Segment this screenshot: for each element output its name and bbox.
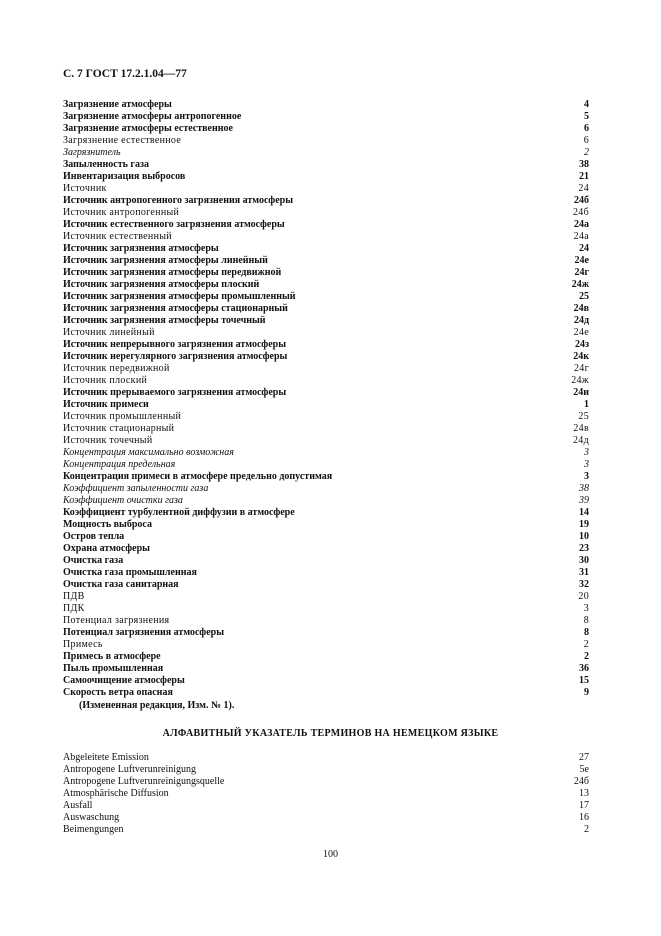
index-row [63, 327, 589, 339]
index-number: 9 [584, 687, 589, 698]
index-term: Источник загрязнения атмосферы передвижной [63, 267, 282, 278]
index-number: 3 [584, 471, 589, 482]
index-term: Источник примеси [63, 399, 149, 410]
index-row [63, 435, 589, 447]
index-term: Примесь [63, 639, 103, 650]
index-row [63, 387, 589, 399]
index-term: Источник стационарный [63, 423, 175, 434]
index-row [63, 687, 589, 699]
index-number: 3 [584, 447, 589, 458]
index-row [63, 800, 589, 812]
index-number: 23 [579, 543, 589, 554]
index-term: Источник загрязнения атмосферы линейный [63, 255, 268, 266]
page-header: С. 7 ГОСТ 17.2.1.04—77 [63, 68, 187, 80]
index-term: Концентрация максимально возможная [63, 447, 234, 458]
index-number: 2 [584, 824, 589, 835]
index-number: 24ж [571, 279, 589, 290]
index-term: Antropogene Luftverunreinigungsquelle [63, 776, 225, 787]
index-term: Самоочищение атмосферы [63, 675, 185, 686]
index-term: Источник непрерывного загрязнения атмосферы [63, 339, 286, 350]
index-number: 30 [579, 555, 589, 566]
index-number: 24а [573, 231, 589, 242]
index-row [63, 423, 589, 435]
index-term: Потенциал загрязнения атмосферы [63, 627, 225, 638]
index-term: Источник нерегулярного загрязнения атмосферы [63, 351, 288, 362]
index-term: ПДВ [63, 591, 85, 602]
german-term-index [63, 752, 589, 836]
index-number: 24б [574, 195, 589, 206]
index-number: 4 [584, 99, 589, 110]
index-number: 24з [574, 339, 589, 350]
index-number: 17 [579, 800, 589, 811]
index-term: Запыленность газа [63, 159, 149, 170]
index-number: 3 [584, 459, 589, 470]
index-term: Загрязнение естественное [63, 135, 182, 146]
index-number: 2 [584, 147, 589, 158]
index-row [63, 519, 589, 531]
index-term: Очистка газа санитарная [63, 579, 179, 590]
index-row [63, 579, 589, 591]
index-term: Источник плоский [63, 375, 148, 386]
index-term: Загрязнение атмосферы антропогенное [63, 111, 242, 122]
index-term: Охрана атмосферы [63, 543, 150, 554]
index-number: 39 [579, 495, 589, 506]
index-term: Коэффициент турбулентной диффузии в атмосфере [63, 507, 295, 518]
index-term: Источник антропогенный [63, 207, 180, 218]
index-row [63, 375, 589, 387]
index-number: 21 [579, 171, 589, 182]
index-row [63, 351, 589, 363]
index-number: 24и [573, 387, 589, 398]
index-row [63, 603, 589, 615]
index-row [63, 291, 589, 303]
index-term: Abgeleitete Emission [63, 752, 149, 763]
index-term: Пыль промышленная [63, 663, 164, 674]
index-row [63, 147, 589, 159]
index-number: 24 [579, 243, 589, 254]
index-number: 24г [573, 363, 589, 374]
index-number: 38 [579, 159, 589, 170]
index-row [63, 219, 589, 231]
index-row [63, 567, 589, 579]
index-number: 8 [583, 615, 589, 626]
index-term: Источник загрязнения атмосферы плоский [63, 279, 260, 290]
index-row [63, 411, 589, 423]
index-number: 8 [584, 627, 589, 638]
index-number: 24д [573, 315, 589, 326]
index-number: 24д [573, 435, 589, 446]
index-term: Источник промышленный [63, 411, 182, 422]
index-row [63, 123, 589, 135]
index-number: 25 [579, 291, 589, 302]
index-number: 5 [584, 111, 589, 122]
index-number: 27 [579, 752, 589, 763]
index-row [63, 651, 589, 663]
index-row [63, 627, 589, 639]
index-row [63, 812, 589, 824]
index-number: 38 [579, 483, 589, 494]
index-term: Очистка газа [63, 555, 124, 566]
index-row [63, 555, 589, 567]
index-term: Мощность выброса [63, 519, 152, 530]
index-number: 24б [573, 207, 589, 218]
index-number: 24е [574, 255, 589, 266]
index-row [63, 447, 589, 459]
index-row [63, 776, 589, 788]
index-number: 24а [574, 219, 589, 230]
index-term: Auswaschung [63, 812, 120, 823]
index-row [63, 591, 589, 603]
index-term: Источник загрязнения атмосферы точечный [63, 315, 266, 326]
index-row [63, 159, 589, 171]
index-number: 6 [584, 123, 589, 134]
index-term: Источник точечный [63, 435, 153, 446]
index-row [63, 471, 589, 483]
index-term: Загрязнение атмосферы [63, 99, 172, 110]
index-number: 24к [573, 351, 589, 362]
index-number: 13 [579, 788, 589, 799]
index-row [63, 231, 589, 243]
index-row [63, 171, 589, 183]
index-row [63, 483, 589, 495]
index-term: Источник естественный [63, 231, 172, 242]
index-term: Источник антропогенного загрязнения атмосферы [63, 195, 293, 206]
index-row [63, 752, 589, 764]
index-row [63, 399, 589, 411]
german-index-title: АЛФАВИТНЫЙ УКАЗАТЕЛЬ ТЕРМИНОВ НА НЕМЕЦКОМ ЯЗЫКЕ [162, 728, 499, 739]
index-term: Коэффициент запыленности газа [63, 483, 209, 494]
index-term: Atmosphärische Diffusion [63, 788, 169, 799]
index-row [63, 243, 589, 255]
index-row [63, 639, 589, 651]
index-term: Источник естественного загрязнения атмосферы [63, 219, 285, 230]
index-number: 2 [583, 639, 589, 650]
revision-note: (Измененная редакция, Изм. № 1). [79, 700, 235, 711]
page-number: 100 [323, 849, 338, 860]
index-row [63, 495, 589, 507]
index-number: 16 [579, 812, 589, 823]
index-row [63, 615, 589, 627]
index-term: Источник загрязнения атмосферы стационарный [63, 303, 288, 314]
index-term: Источник [63, 183, 107, 194]
index-row [63, 507, 589, 519]
index-number: 5е [579, 764, 589, 775]
index-row [63, 675, 589, 687]
index-row [63, 267, 589, 279]
index-row [63, 531, 589, 543]
index-number: 24 [578, 183, 589, 194]
index-row [63, 459, 589, 471]
index-row [63, 788, 589, 800]
index-row [63, 543, 589, 555]
index-row [63, 363, 589, 375]
index-row [63, 279, 589, 291]
russian-term-index [63, 99, 589, 712]
index-number: 3 [583, 603, 589, 614]
index-term: Ausfall [63, 800, 93, 811]
index-number: 10 [579, 531, 589, 542]
index-term: Загрязнение атмосферы естественное [63, 123, 233, 134]
index-term: Источник линейный [63, 327, 155, 338]
index-term: Концентрация примеси в атмосфере предельно допустимая [63, 471, 333, 482]
index-number: 25 [578, 411, 589, 422]
index-row [63, 207, 589, 219]
index-term: Источник загрязнения атмосферы [63, 243, 219, 254]
index-row [63, 183, 589, 195]
index-term: Antropogene Luftverunreinigung [63, 764, 197, 775]
index-row [63, 255, 589, 267]
index-term: Источник прерываемого загрязнения атмосферы [63, 387, 287, 398]
index-number: 24в [573, 303, 589, 314]
index-number: 6 [583, 135, 589, 146]
index-number: 36 [579, 663, 589, 674]
index-term: Скорость ветра опасная [63, 687, 173, 698]
index-number: 14 [579, 507, 589, 518]
index-term: Источник передвижной [63, 363, 170, 374]
index-row [63, 303, 589, 315]
index-number: 1 [584, 399, 589, 410]
index-term: Примесь в атмосфере [63, 651, 161, 662]
index-number: 24ж [571, 375, 589, 386]
index-term: Коэффициент очистки газа [63, 495, 183, 506]
index-term: Очистка газа промышленная [63, 567, 197, 578]
index-row [63, 135, 589, 147]
index-number: 32 [579, 579, 589, 590]
index-term: Концентрация предельная [63, 459, 176, 470]
index-number: 19 [579, 519, 589, 530]
index-row [63, 663, 589, 675]
index-row [63, 764, 589, 776]
index-number: 31 [579, 567, 589, 578]
index-number: 24в [573, 423, 589, 434]
index-term: Остров тепла [63, 531, 125, 542]
index-row [63, 99, 589, 111]
index-number: 24б [573, 776, 589, 787]
index-term: Инвентаризация выбросов [63, 171, 186, 182]
index-number: 20 [578, 591, 589, 602]
index-row [63, 824, 589, 836]
index-row [63, 315, 589, 327]
index-number: 2 [584, 651, 589, 662]
index-term: Beimengungen [63, 824, 124, 835]
index-row [63, 339, 589, 351]
index-row [63, 111, 589, 123]
index-term: Загрязнитель [63, 147, 121, 158]
index-number: 15 [579, 675, 589, 686]
index-number: 24е [573, 327, 589, 338]
index-number: 24г [574, 267, 589, 278]
index-term: Потенциал загрязнения [63, 615, 170, 626]
index-term: Источник загрязнения атмосферы промышленный [63, 291, 296, 302]
index-term: ПДК [63, 603, 85, 614]
index-row [63, 195, 589, 207]
